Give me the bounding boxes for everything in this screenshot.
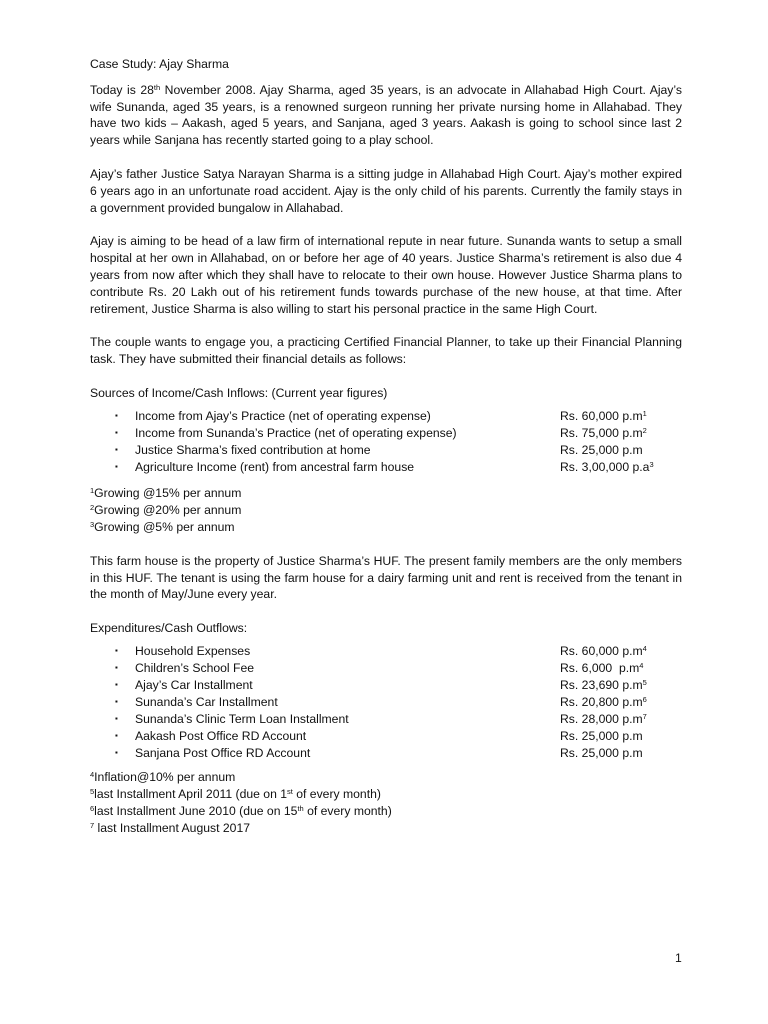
expenditure-item: ▪ Aakash Post Office RD Account Rs. 25,000 p.m <box>115 728 643 743</box>
huf-paragraph: This farm house is the property of Justice Sharma’s HUF. The present family members are the only members in this HUF. The tenant is using the farm house for a dairy farming unit and rent is received from the tenant in the month of May/June every year. <box>90 553 682 602</box>
bullet-icon: ▪ <box>115 427 118 437</box>
income-item: ▪ Justice Sharma’s fixed contribution at home Rs. 25,000 p.m <box>115 442 643 457</box>
intro-paragraph-1: Today is 28th November 2008. Ajay Sharma, aged 35 years, is an advocate in Allahabad High Court. Ajay’s wife Sunanda, aged 35 years, is a renowned surgeon running her private nursing home in Allahabad. They have two kids – Aakash, aged 5 years, and Sanjana, aged 3 years. Aakash is going to school since last 2 years while Sanjana has recently started going to a play school. <box>90 82 682 148</box>
bullet-icon: ▪ <box>115 410 118 420</box>
bullet-icon: ▪ <box>115 679 118 689</box>
expenditure-item: ▪ Household Expenses Rs. 60,000 $p.m^4$ <box>115 643 647 658</box>
footnote: $^4$Inflation@10% per annum <box>90 769 236 784</box>
bullet-icon: ▪ <box>115 645 118 655</box>
bullet-icon: ▪ <box>115 444 118 454</box>
intro-paragraph-3: Ajay is aiming to be head of a law firm of international repute in near future. Sunanda wants to setup a small hospital at her own in Allahabad, on or before her age of 40 years. Justice Sharma’s retirement is also due 4 years from now after which they shall have to relocate to their own house. However Justice Sharma plans to contribute Rs. 20 Lakh out of his retirement funds towards purchase of the new house, at that time. After retirement, Justice Sharma is also willing to start his personal practice in the same High Court. <box>90 234 682 316</box>
expenditure-item: ▪ Sunanda’s Car Installment Rs. 20,800 $p.m^6$ <box>115 694 647 709</box>
bullet-icon: ▪ <box>115 747 118 757</box>
bullet-icon: ▪ <box>115 696 118 706</box>
expenditure-item: ▪ Ajay’s Car Installment Rs. 23,690 $p.m^5$ <box>115 677 647 692</box>
bullet-icon: ▪ <box>115 713 118 723</box>
income-item: ▪ Agriculture Income (rent) from ancestral farm house Rs. 3,00,000 $p.a^3$ <box>115 459 654 474</box>
document-page <box>90 56 682 854</box>
expenditure-item: ▪ Sunanda’s Clinic Term Loan Installment Rs. 28,000 $p.m^7$ <box>115 711 647 726</box>
expenditure-heading: Expenditures/Cash Outflows: <box>90 621 248 636</box>
expenditure-item: ▪ Children’s School Fee Rs. 6,000 $p.m^4$ <box>115 660 644 675</box>
income-item: ▪ Income from Sunanda’s Practice (net of operating expense) Rs. 75,000 $p.m^2$ <box>115 425 647 440</box>
footnote: $^5$last Installment April 2011 (due on 1st of every month) <box>90 786 381 801</box>
income-footnotes <box>90 485 682 536</box>
page-number: 1 <box>675 951 682 965</box>
page-title: Case Study: Ajay Sharma <box>90 57 229 71</box>
footnote: $^7$ last Installment August 2017 <box>90 820 250 835</box>
income-list <box>90 408 682 476</box>
income-item: ▪ Income from Ajay’s Practice (net of operating expense) Rs. 60,000 $p.m^1$ <box>115 408 647 423</box>
footnote: $^1$Growing @15% per annum <box>90 485 242 500</box>
footnote: $^6$last Installment June 2010 (due on 15th of every month) <box>90 803 392 818</box>
intro-paragraph-2: Ajay’s father Justice Satya Narayan Sharma is a sitting judge in Allahabad High Court. Ajay’s mother expired 6 years ago in an unfortunate road accident. Ajay is the only child of his parents. Currently the family stays in a government provided bungalow in Allahabad. <box>90 166 682 215</box>
expenditure-list <box>90 643 682 762</box>
expenditure-item: ▪ Sanjana Post Office RD Account Rs. 25,000 p.m <box>115 745 643 760</box>
bullet-icon: ▪ <box>115 662 118 672</box>
expenditure-footnotes <box>90 769 682 837</box>
footnote: $^2$Growing @20% per annum <box>90 502 242 517</box>
intro-paragraph-4: The couple wants to engage you, a practicing Certified Financial Planner, to take up their Financial Planning task. They have submitted their financial details as follows: <box>90 335 682 367</box>
bullet-icon: ▪ <box>115 461 118 471</box>
income-heading: Sources of Income/Cash Inflows: (Current year figures) <box>90 385 388 400</box>
footnote: $^3$Growing @5% per annum <box>90 519 235 534</box>
bullet-icon: ▪ <box>115 730 118 740</box>
